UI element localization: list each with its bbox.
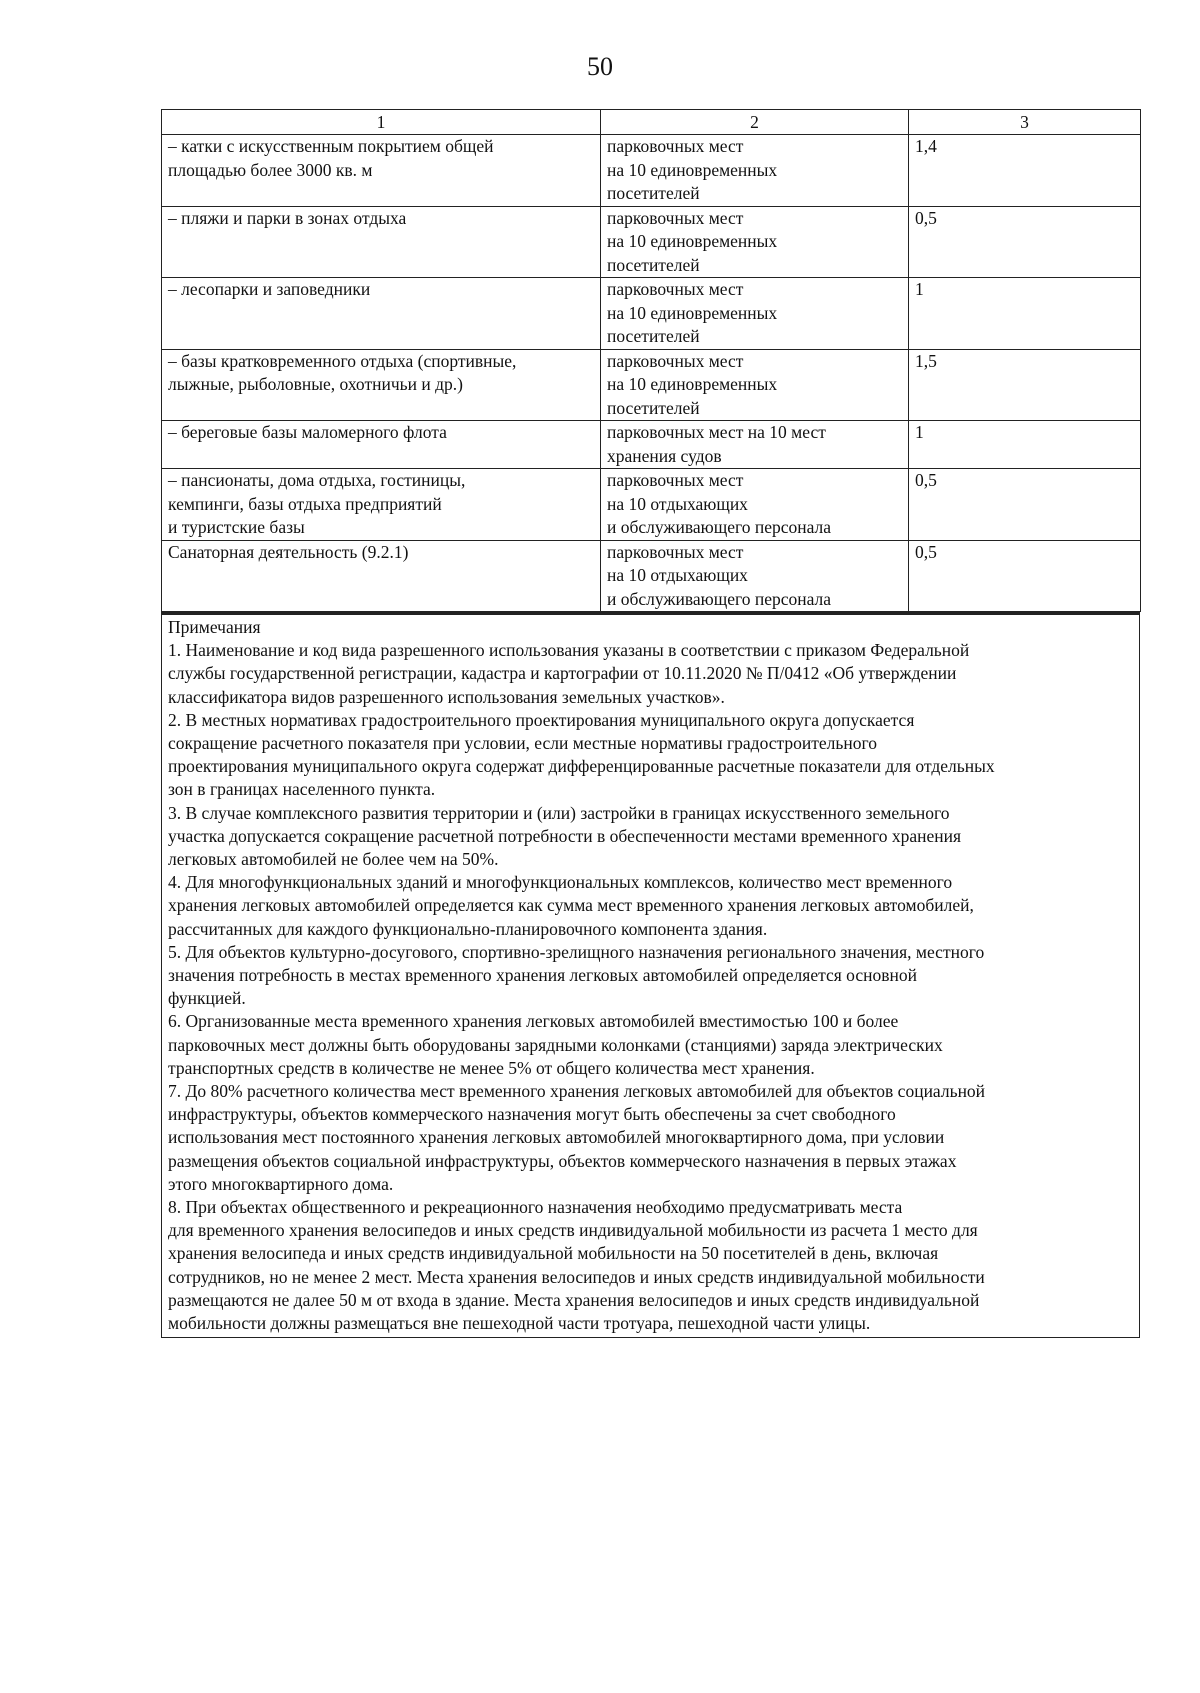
object-type-cell	[162, 135, 601, 207]
unit-line: парковочных мест на 10 мест	[607, 422, 826, 442]
unit-cell	[601, 540, 909, 612]
value-cell: 1,5	[909, 349, 1141, 421]
unit-line: и обслуживающего персонала	[607, 517, 832, 537]
note-line: 5. Для объектов культурно-досугового, спортивно-зрелищного назначения регионального значения, местного	[168, 941, 985, 962]
value-cell: 0,5	[909, 469, 1141, 541]
notes-title: Примечания	[168, 617, 261, 637]
unit-line: посетителей	[607, 397, 700, 418]
note-line: службы государственной регистрации, кадастра и картографии от 10.11.2020 № П/0412 «Об утверждении	[168, 663, 957, 684]
notes-block	[161, 612, 1140, 1338]
column-header-1: 1	[162, 110, 601, 135]
unit-line: на 10 единовременных	[607, 374, 778, 394]
unit-line: на 10 отдыхающих	[607, 565, 748, 585]
note-line: зон в границах населенного пункта.	[168, 779, 436, 800]
note-line: размещаются не далее 50 м от входа в здание. Места хранения велосипедов и иных средств индивидуальной	[168, 1289, 980, 1310]
unit-line: на 10 единовременных	[607, 302, 778, 323]
unit-cell	[601, 469, 909, 541]
object-type-line: – береговые базы маломерного флота	[168, 422, 447, 442]
note-line: парковочных мест должны быть оборудованы зарядными колонками (станциями) заряда электрических	[168, 1034, 943, 1055]
note-line: рассчитанных для каждого функционально-планировочного компонента здания.	[168, 918, 768, 939]
unit-line: на 10 единовременных	[607, 159, 778, 180]
object-type-line: – катки с искусственным покрытием общей	[168, 136, 494, 156]
note-line: транспортных средств в количестве не менее 5% от общего количества мест хранения.	[168, 1057, 815, 1078]
note-line: функцией.	[168, 988, 246, 1009]
value-cell: 1	[909, 278, 1141, 350]
value-cell: 1,4	[909, 135, 1141, 207]
unit-cell	[601, 135, 909, 207]
object-type-cell	[162, 469, 601, 541]
unit-line: парковочных мест	[607, 136, 744, 156]
object-type-line: кемпинги, базы отдыха предприятий	[168, 493, 442, 514]
note-line: 7. До 80% расчетного количества мест временного хранения легковых автомобилей для объектов социальной	[168, 1081, 986, 1102]
unit-cell	[601, 278, 909, 350]
note-line: значения потребность в местах временного хранения легковых автомобилей определяется основной	[168, 965, 917, 986]
table-row	[162, 135, 1141, 207]
note-line: проектирования муниципального округа содержат дифференцированные расчетные показатели для отдельных	[168, 756, 995, 777]
note-line: инфраструктуры, объектов коммерческого назначения могут быть обеспечены за счет свободного	[168, 1104, 896, 1125]
unit-line: на 10 единовременных	[607, 231, 778, 251]
object-type-line: – базы кратковременного отдыха (спортивные,	[168, 350, 517, 371]
table-row	[162, 540, 1141, 612]
object-type-line: лыжные, рыболовные, охотничьи и др.)	[168, 374, 463, 394]
note-line: 2. В местных нормативах градостроительного проектирования муниципального округа допускается	[168, 709, 915, 730]
parking-norms-table	[161, 109, 1141, 612]
note-line: классификатора видов разрешенного использования земельных участков».	[168, 686, 725, 707]
note-line: размещения объектов социальной инфраструктуры, объектов коммерческого назначения в первых этажах	[168, 1150, 957, 1171]
object-type-line: и туристские базы	[168, 517, 305, 537]
table-row	[162, 469, 1141, 541]
object-type-cell	[162, 421, 601, 469]
notes-lines	[168, 639, 1133, 1335]
unit-line: на 10 отдыхающих	[607, 493, 748, 514]
object-type-cell	[162, 540, 601, 612]
unit-cell	[601, 421, 909, 469]
note-line: хранения легковых автомобилей определяется как сумма мест временного хранения легковых автомобилей,	[168, 895, 974, 916]
note-line: этого многоквартирного дома.	[168, 1173, 394, 1194]
value-cell: 0,5	[909, 206, 1141, 278]
column-header-2: 2	[601, 110, 909, 135]
value-cell: 0,5	[909, 540, 1141, 612]
unit-line: и обслуживающего персонала	[607, 588, 832, 609]
object-type-line: – пляжи и парки в зонах отдыха	[168, 207, 407, 228]
note-line: легковых автомобилей не более чем на 50%.	[168, 849, 499, 870]
page-number: 50	[587, 52, 613, 81]
object-type-line: – пансионаты, дома отдыха, гостиницы,	[168, 470, 466, 490]
note-line: 4. Для многофункциональных зданий и многофункциональных комплексов, количество мест временного	[168, 872, 953, 893]
table-body	[162, 135, 1141, 612]
unit-cell	[601, 349, 909, 421]
unit-line: парковочных мест	[607, 207, 744, 228]
note-line: 8. При объектах общественного и рекреационного назначения необходимо предусматривать места	[168, 1197, 903, 1218]
object-type-cell	[162, 349, 601, 421]
unit-line: посетителей	[607, 183, 700, 203]
unit-cell	[601, 206, 909, 278]
note-line: участка допускается сокращение расчетной потребности в обеспеченности местами временного хранения	[168, 825, 962, 846]
object-type-line: Санаторная деятельность (9.2.1)	[168, 541, 409, 562]
unit-line: парковочных мест	[607, 279, 744, 299]
table-row	[162, 349, 1141, 421]
table-row	[162, 206, 1141, 278]
column-header-3: 3	[909, 110, 1141, 135]
note-line: сотрудников, но не менее 2 мест. Места хранения велосипедов и иных средств индивидуальной мобильности	[168, 1266, 985, 1287]
table-row	[162, 421, 1141, 469]
note-line: 3. В случае комплексного развития территории и (или) застройки в границах искусственного земельного	[168, 802, 950, 823]
unit-line: посетителей	[607, 254, 700, 275]
note-line: для временного хранения велосипедов и иных средств индивидуальной мобильности из расчета 1 место для	[168, 1220, 978, 1241]
note-line: хранения велосипеда и иных средств индивидуальной мобильности на 50 посетителей в день, включая	[168, 1243, 939, 1264]
unit-line: парковочных мест	[607, 350, 744, 371]
note-line: 6. Организованные места временного хранения легковых автомобилей вместимостью 100 и более	[168, 1011, 899, 1032]
value-cell: 1	[909, 421, 1141, 469]
note-line: 1. Наименование и код вида разрешенного использования указаны в соответствии с приказом Федеральной	[168, 640, 970, 661]
unit-line: хранения судов	[607, 445, 722, 466]
table-row	[162, 278, 1141, 350]
object-type-line: – лесопарки и заповедники	[168, 279, 371, 299]
table-header-row	[162, 110, 1141, 135]
object-type-cell	[162, 278, 601, 350]
unit-line: парковочных мест	[607, 470, 744, 490]
object-type-cell	[162, 206, 601, 278]
object-type-line: площадью более 3000 кв. м	[168, 159, 373, 180]
note-line: сокращение расчетного показателя при условии, если местные нормативы градостроительного	[168, 733, 877, 754]
note-line: использования мест постоянного хранения легковых автомобилей многоквартирного дома, при условии	[168, 1127, 945, 1148]
note-line: мобильности должны размещаться вне пешеходной части тротуара, пешеходной части улицы.	[168, 1313, 871, 1334]
unit-line: посетителей	[607, 326, 700, 346]
unit-line: парковочных мест	[607, 541, 744, 562]
